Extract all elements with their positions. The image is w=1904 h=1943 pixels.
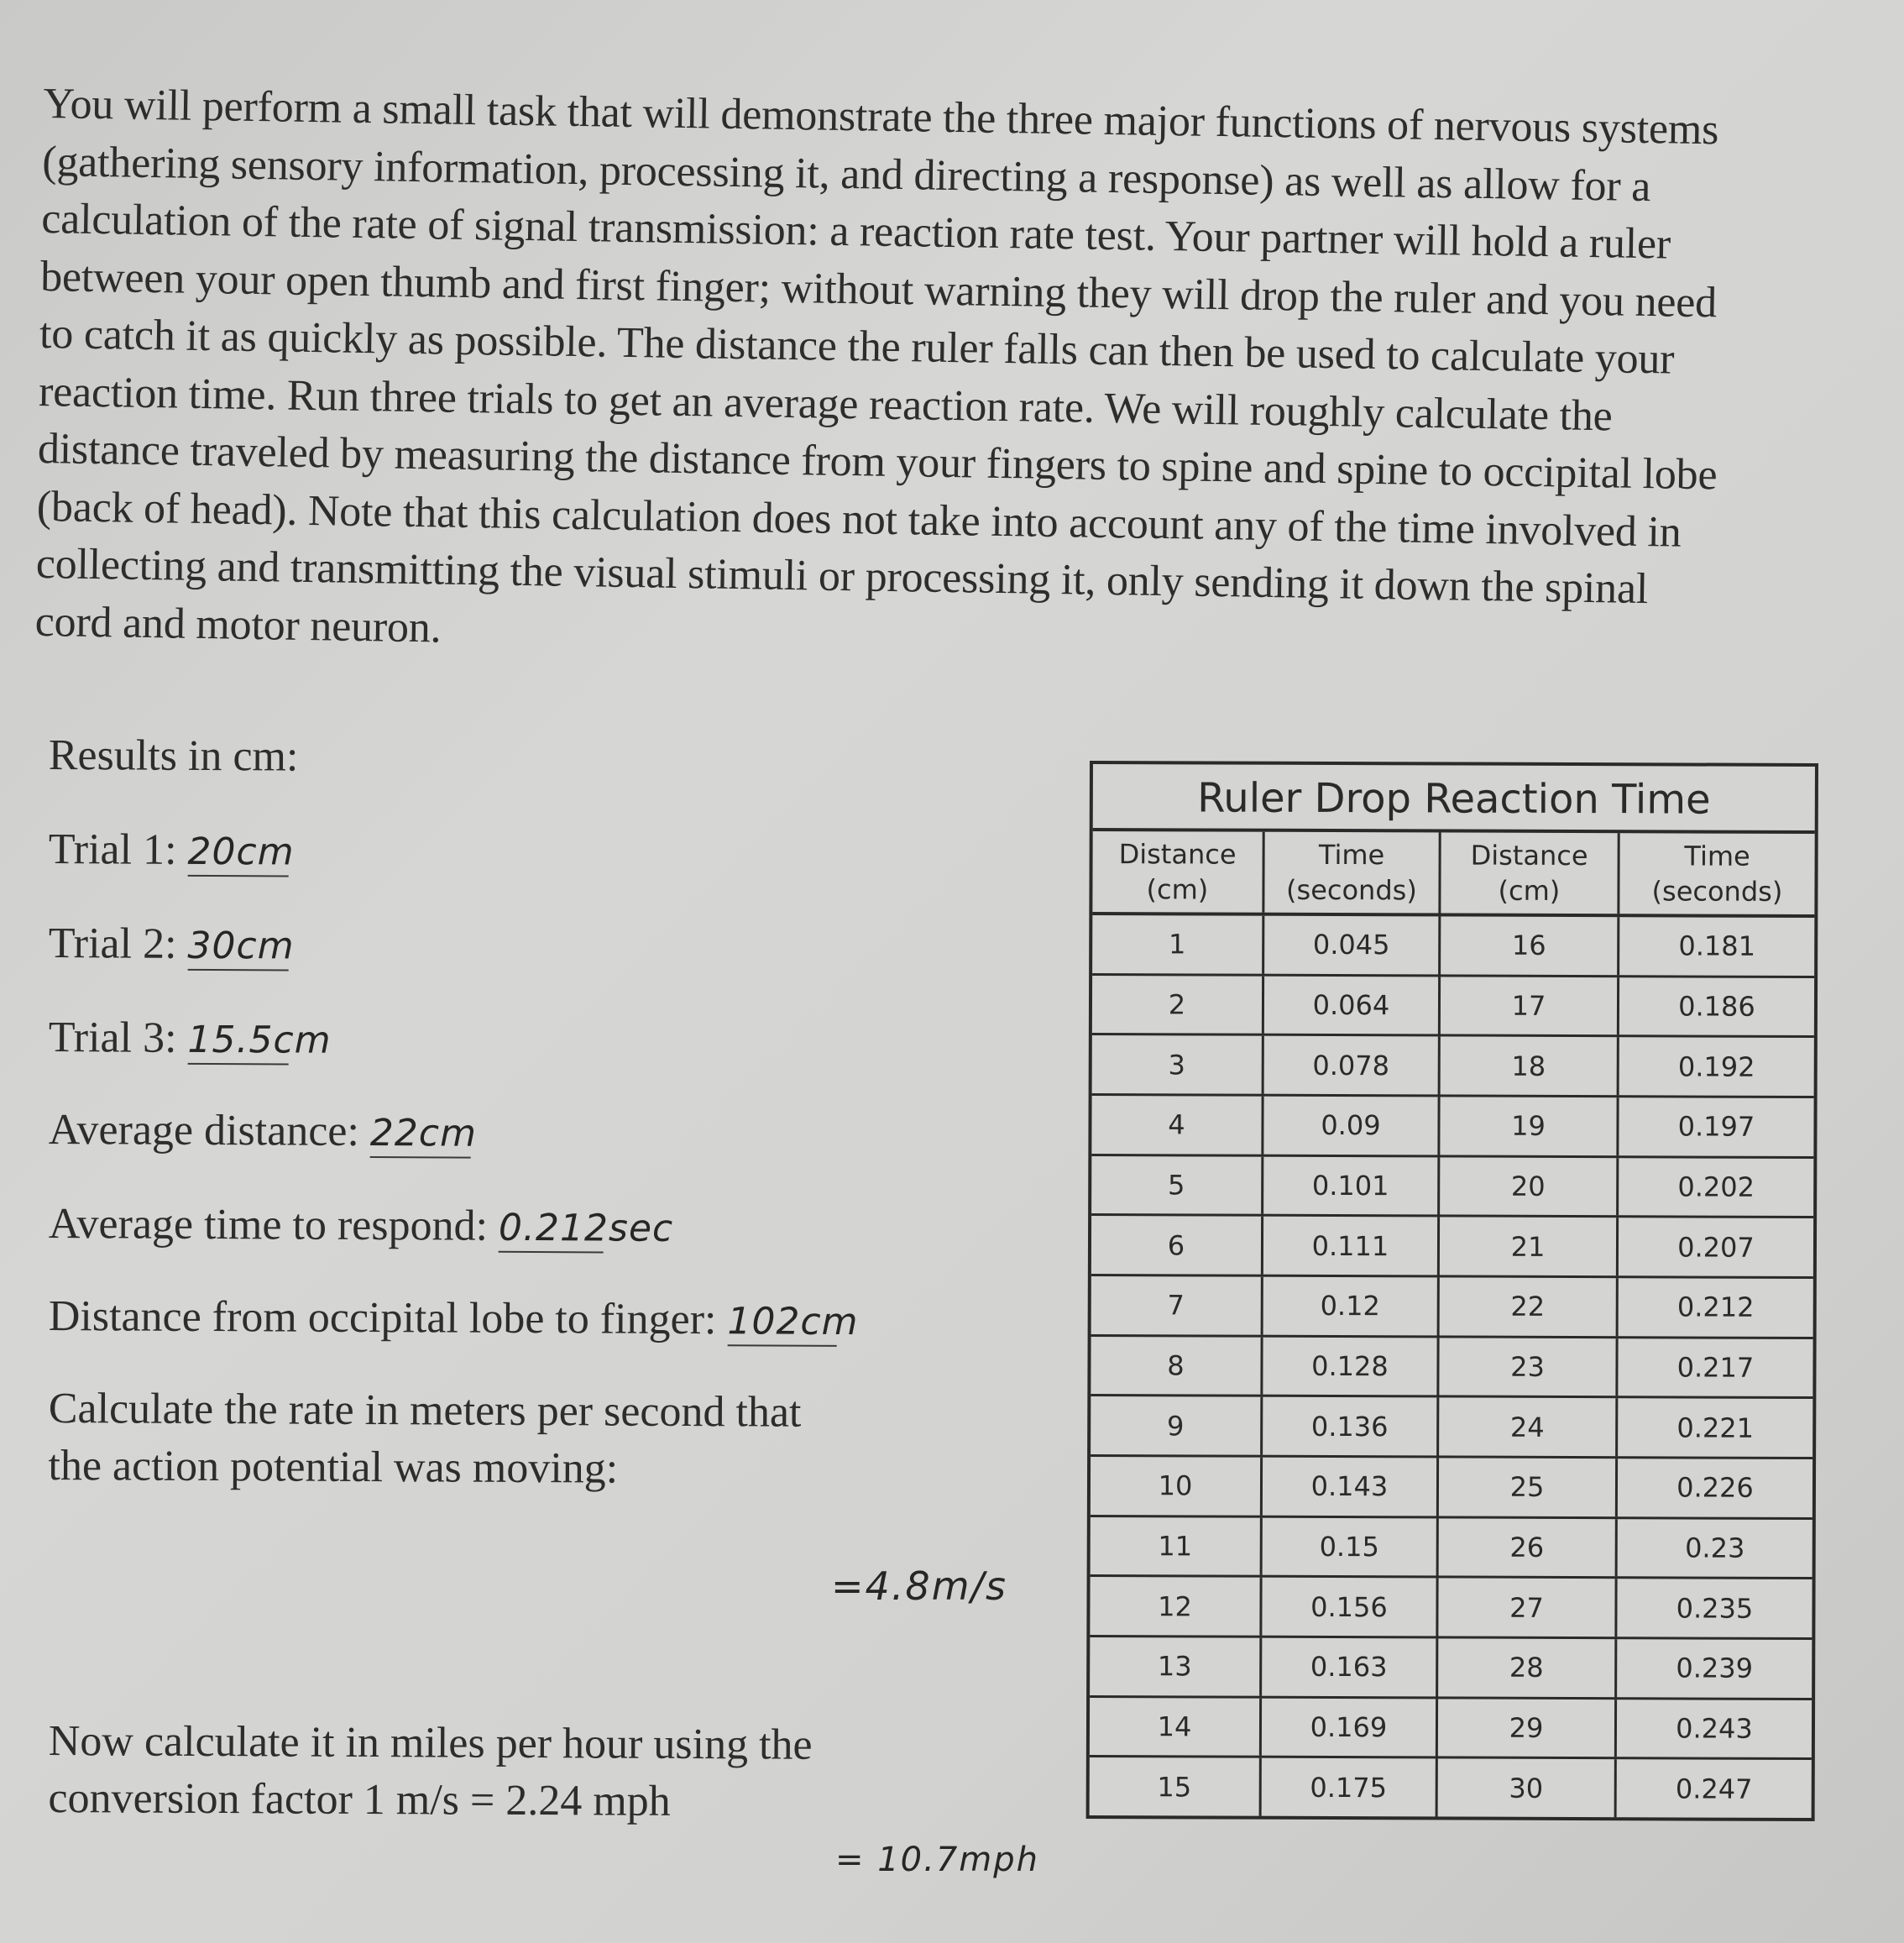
average-distance-row — [48, 1102, 478, 1161]
cell-distance: 28 — [1438, 1639, 1617, 1697]
average-distance-value: 22cm — [369, 1112, 478, 1155]
table-row — [1091, 1517, 1812, 1580]
cell-time: 0.045 — [1264, 916, 1441, 974]
table-row — [1090, 1577, 1812, 1640]
table-row — [1091, 1337, 1812, 1400]
cell-distance: 22 — [1440, 1277, 1619, 1335]
cell-distance: 4 — [1091, 1096, 1263, 1154]
cell-distance: 17 — [1441, 977, 1619, 1034]
cell-distance: 1 — [1092, 915, 1264, 973]
cell-distance: 3 — [1092, 1035, 1264, 1093]
cell-time: 0.235 — [1676, 1592, 1754, 1625]
cell-distance: 21 — [1440, 1218, 1619, 1275]
cell-distance: 11 — [1091, 1517, 1263, 1575]
trial-3-field[interactable] — [187, 1016, 332, 1066]
intro-line: cord and motor neuron. — [34, 597, 442, 652]
table-row — [1092, 915, 1814, 978]
table-row — [1090, 1637, 1812, 1700]
header-time: Time (seconds) — [1264, 832, 1441, 914]
cell-distance: 5 — [1091, 1156, 1263, 1214]
table-row — [1091, 1216, 1813, 1279]
cell-time: 0.09 — [1263, 1097, 1440, 1155]
intro-line: between your open thumb and first finger; without warning they will drop the ruler and you need — [39, 252, 1718, 327]
cell-distance: 24 — [1439, 1398, 1618, 1456]
mph-prompt-line: conversion factor 1 m/s = 2.24 mph — [48, 1773, 671, 1825]
trial-1-field[interactable] — [187, 828, 295, 877]
cell-distance: 30 — [1438, 1759, 1617, 1817]
intro-line: distance traveled by measuring the distance from your fingers to spine and spine to occipital lobe — [37, 424, 1718, 500]
cell-distance: 20 — [1440, 1157, 1619, 1215]
intro-line: (back of head). Note that this calculation does not take into account any of the time involved in — [36, 482, 1682, 557]
occipital-distance-label: Distance from occipital lobe to finger: — [48, 1291, 717, 1344]
cell-distance: 6 — [1091, 1216, 1263, 1274]
cell-distance: 15 — [1090, 1757, 1262, 1815]
cell-distance: 25 — [1439, 1459, 1618, 1516]
trial-3-value: 15.5cm — [187, 1018, 332, 1062]
rate-prompt-line: Calculate the rate in meters per second that — [48, 1384, 802, 1437]
trial-3-row — [48, 1009, 332, 1067]
cell-distance: 12 — [1090, 1577, 1262, 1635]
cell-time: 0.12 — [1263, 1277, 1440, 1335]
cell-distance: 16 — [1441, 916, 1619, 974]
cell-time: 0.064 — [1264, 976, 1441, 1034]
cell-time: 0.207 — [1677, 1231, 1755, 1264]
cell-time: 0.128 — [1263, 1337, 1439, 1395]
trial-2-label: Trial 2: — [48, 919, 177, 968]
rate-prompt-line: the action potential was moving: — [48, 1441, 619, 1493]
results-heading: Results in cm: — [48, 731, 299, 781]
cell-distance: 18 — [1441, 1037, 1619, 1095]
average-distance-field[interactable] — [369, 1109, 478, 1159]
trial-2-field[interactable] — [187, 922, 295, 972]
reaction-time-table — [1086, 761, 1818, 1821]
average-time-value: 0.212sec — [498, 1206, 674, 1250]
table-row — [1091, 1096, 1813, 1159]
occipital-distance-value: 102cm — [727, 1300, 859, 1344]
mph-prompt — [48, 1713, 812, 1831]
rate-prompt — [48, 1380, 801, 1499]
cell-time: 0.197 — [1677, 1110, 1755, 1144]
rate-answer[interactable]: =4.8m/s — [831, 1563, 1007, 1609]
cell-time: 0.23 — [1685, 1532, 1745, 1564]
cell-time: 0.175 — [1262, 1758, 1438, 1816]
cell-time: 0.136 — [1263, 1397, 1439, 1455]
occipital-distance-row — [48, 1288, 859, 1349]
header-time: Time (seconds) — [1651, 840, 1783, 908]
average-time-row — [48, 1196, 674, 1255]
cell-distance: 9 — [1091, 1396, 1263, 1454]
cell-time: 0.15 — [1263, 1517, 1439, 1575]
table-row — [1092, 976, 1814, 1039]
cell-time: 0.221 — [1676, 1411, 1755, 1444]
table-row — [1092, 1035, 1814, 1098]
table-row — [1091, 1396, 1812, 1459]
cell-time: 0.143 — [1263, 1458, 1439, 1516]
cell-distance: 26 — [1439, 1518, 1618, 1576]
cell-time: 0.212 — [1676, 1291, 1755, 1324]
table-row — [1090, 1757, 1812, 1818]
trial-2-value: 30cm — [187, 924, 295, 968]
trial-2-row — [48, 915, 295, 973]
cell-time: 0.169 — [1262, 1698, 1438, 1756]
cell-distance: 7 — [1091, 1276, 1263, 1334]
cell-distance: 27 — [1438, 1579, 1617, 1637]
cell-time: 0.101 — [1263, 1156, 1440, 1214]
header-distance: Distance (cm) — [1092, 831, 1264, 913]
cell-time: 0.226 — [1676, 1471, 1754, 1505]
table-row — [1091, 1156, 1813, 1219]
cell-distance: 10 — [1091, 1457, 1263, 1515]
cell-time: 0.186 — [1678, 990, 1755, 1023]
average-time-field[interactable] — [498, 1204, 674, 1254]
occipital-distance-field[interactable] — [727, 1297, 859, 1347]
table-row — [1091, 1276, 1813, 1339]
intro-paragraph — [34, 76, 1903, 680]
trial-1-label: Trial 1: — [48, 825, 177, 874]
trial-1-row — [48, 821, 295, 879]
cell-time: 0.247 — [1675, 1773, 1753, 1805]
intro-line: calculation of the rate of signal transmission: a reaction rate test. Your partner will hold a ruler — [40, 194, 1671, 269]
intro-line: to catch it as quickly as possible. The distance the ruler falls can then be used to calculate your — [39, 309, 1675, 384]
intro-line: (gathering sensory information, processing it, and directing a response) as well as allow for a — [41, 137, 1651, 211]
cell-distance: 13 — [1090, 1637, 1262, 1695]
cell-time: 0.217 — [1676, 1351, 1755, 1384]
intro-line: collecting and transmitting the visual stimuli or processing it, only sending it down the spinal — [35, 539, 1649, 614]
trial-3-label: Trial 3: — [48, 1013, 177, 1062]
cell-time: 0.181 — [1678, 930, 1756, 963]
trial-1-value: 20cm — [187, 830, 295, 874]
cell-distance: 14 — [1090, 1698, 1262, 1756]
average-distance-label: Average distance: — [48, 1105, 360, 1155]
table-body — [1090, 915, 1815, 1818]
average-time-label: Average time to respond: — [48, 1199, 489, 1250]
cell-time: 0.243 — [1676, 1712, 1753, 1745]
cell-time: 0.111 — [1263, 1217, 1440, 1275]
cell-distance: 29 — [1438, 1699, 1617, 1757]
mph-answer[interactable]: = 10.7mph — [835, 1841, 1039, 1879]
cell-distance: 8 — [1091, 1337, 1263, 1395]
table-row — [1090, 1698, 1812, 1761]
table-title: Ruler Drop Reaction Time — [1093, 764, 1815, 834]
mph-prompt-line: Now calculate it in miles per hour using the — [48, 1716, 813, 1769]
cell-distance: 23 — [1439, 1338, 1618, 1396]
table-header-row — [1092, 831, 1814, 918]
cell-time: 0.163 — [1262, 1638, 1438, 1696]
cell-time: 0.078 — [1264, 1036, 1441, 1094]
intro-line: You will perform a small task that will demonstrate the three major functions of nervous systems — [43, 79, 1719, 154]
cell-distance: 2 — [1092, 976, 1264, 1034]
cell-time: 0.239 — [1676, 1652, 1754, 1685]
cell-time: 0.202 — [1677, 1171, 1755, 1203]
header-distance: Distance (cm) — [1441, 832, 1619, 914]
cell-distance: 19 — [1440, 1097, 1619, 1155]
table-row — [1091, 1457, 1812, 1520]
cell-time: 0.192 — [1677, 1050, 1755, 1083]
intro-line: reaction time. Run three trials to get an average reaction rate. We will roughly calculate the — [38, 367, 1614, 440]
cell-time: 0.156 — [1262, 1578, 1438, 1636]
